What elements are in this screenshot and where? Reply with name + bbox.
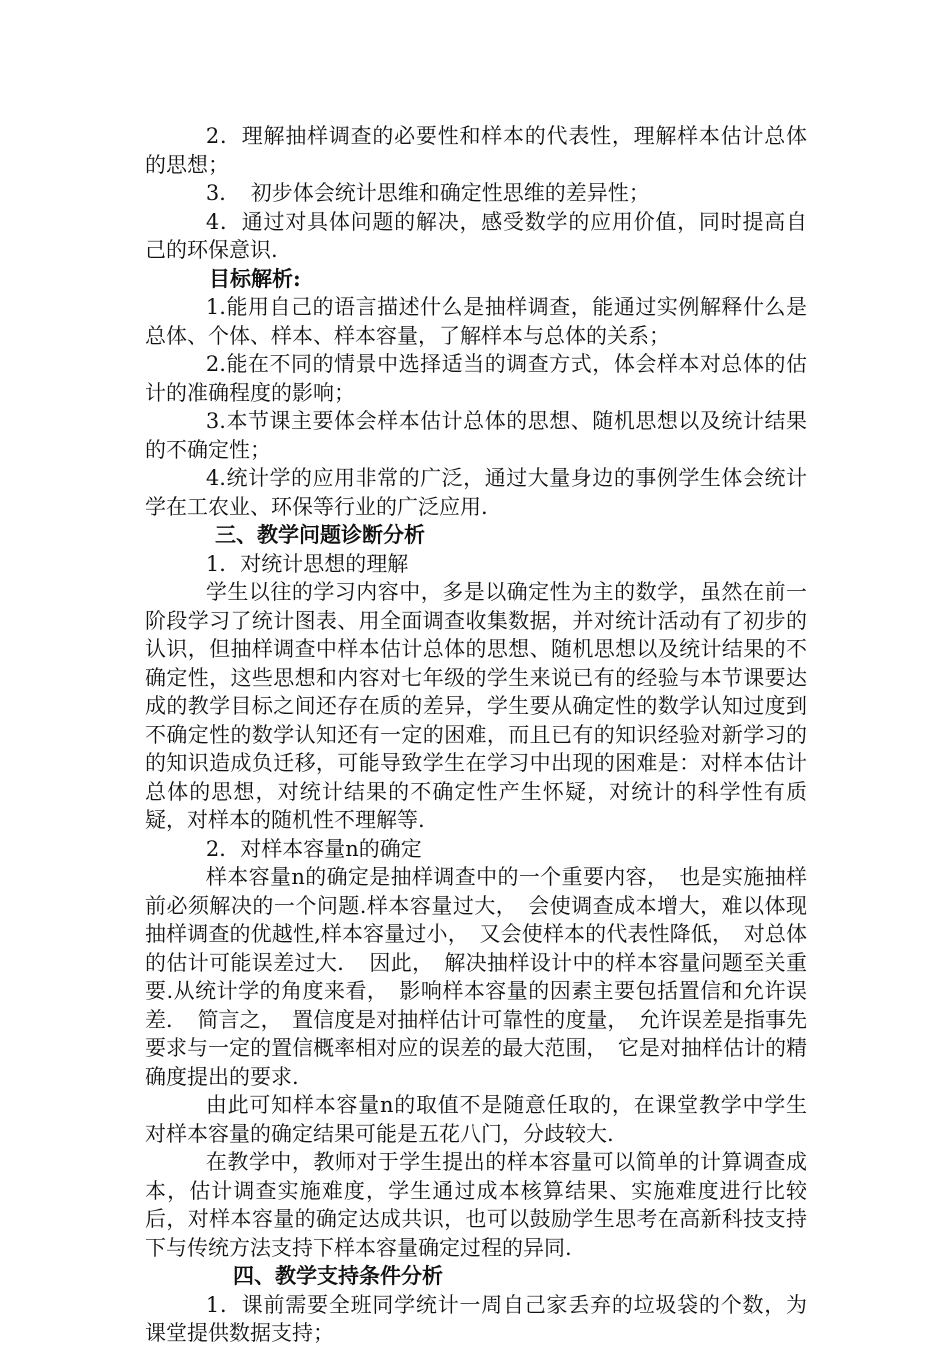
paragraph-sample-size: 样本容量n的确定是抽样调查中的一个重要内容， 也是实施抽样前必须解决的一个问题.样本容量过大， 会使调查成本增大，难以体现抽样调查的优越性,样本容量过小， 又会使样本的代表性降低， 对总体的估计可能误差过大． 因此， 解决抽样设计中的样本容量问题至关重要.从统计学的角度来看， 影响样本容量的因素主要包括置信和允许误差． 简言之， 置信度是对抽样估计可靠性的度量， 允许误差是指事先要求与一定的置信概率相对应的误差的最大范围， 它是对抽样估计的精确度提出的要求. bbox=[145, 865, 807, 1089]
objective-4: 4．通过对具体问题的解决，感受数学的应用价值，同时提高自己的环保意识. bbox=[145, 209, 807, 262]
heading-section-3: 三、教学问题诊断分析 bbox=[215, 522, 425, 547]
heading-objective-analysis: 目标解析: bbox=[209, 265, 301, 291]
support-1: 1．课前需要全班同学统计一周自己家丢弃的垃圾袋的个数，为课堂提供数据支持； bbox=[145, 1292, 807, 1345]
analysis-1: 1.能用自己的语言描述什么是抽样调查，能通过实例解释什么是总体、个体、样本、样本容量，了解样本与总体的关系； bbox=[145, 295, 807, 348]
analysis-4: 4.统计学的应用非常的广泛，通过大量身边的事例学生体会统计学在工农业、环保等行业的广泛应用. bbox=[145, 466, 807, 519]
subheading-statistical-thinking: 1．对统计思想的理解 bbox=[205, 551, 409, 576]
heading-section-4: 四、教学支持条件分析 bbox=[233, 1263, 443, 1288]
objective-3: 3． 初步体会统计思维和确定性思维的差异性； bbox=[205, 181, 650, 205]
analysis-3: 3.本节课主要体会样本估计总体的思想、随机思想以及统计结果的不确定性； bbox=[145, 409, 807, 462]
paragraph-statistical-thinking: 学生以往的学习内容中，多是以确定性为主的数学，虽然在前一阶段学习了统计图表、用全面调查收集数据，并对统计活动有了初步的认识，但抽样调查中样本估计总体的思想、随机思想以及统计结果的不确定性，这些思想和内容对七年级的学生来说已有的经验与本节课要达成的教学目标之间还存在质的差异，学生要从确定性的数学认知过度到不确定性的数学认知还有一定的困难，而且已有的知识经验对新学习的的知识造成负迁移，可能导致学生在学习中出现的困难是：对样本估计总体的思想，对统计结果的不确定性产生怀疑，对统计的科学性有质疑，对样本的随机性不理解等. bbox=[145, 580, 807, 832]
objective-2: 2．理解抽样调查的必要性和样本的代表性，理解样本估计总体的思想； bbox=[145, 124, 807, 177]
subheading-sample-size: 2．对样本容量n的确定 bbox=[205, 836, 422, 861]
document-page bbox=[145, 122, 807, 1348]
paragraph-teaching: 在教学中，教师对于学生提出的样本容量可以简单的计算调查成本，估计调查实施难度，学生通过成本核算结果、实施难度进行比较后，对样本容量的确定达成共识，也可以鼓励学生思考在高新科技支持下与传统方法支持下样本容量确定过程的异同. bbox=[145, 1150, 807, 1260]
paragraph-sample-size-variance: 由此可知样本容量n的取值不是随意任取的，在课堂教学中学生对样本容量的确定结果可能是五花八门，分歧较大. bbox=[145, 1093, 807, 1146]
analysis-2: 2.能在不同的情景中选择适当的调查方式，体会样本对总体的估计的准确程度的影响； bbox=[145, 352, 807, 405]
